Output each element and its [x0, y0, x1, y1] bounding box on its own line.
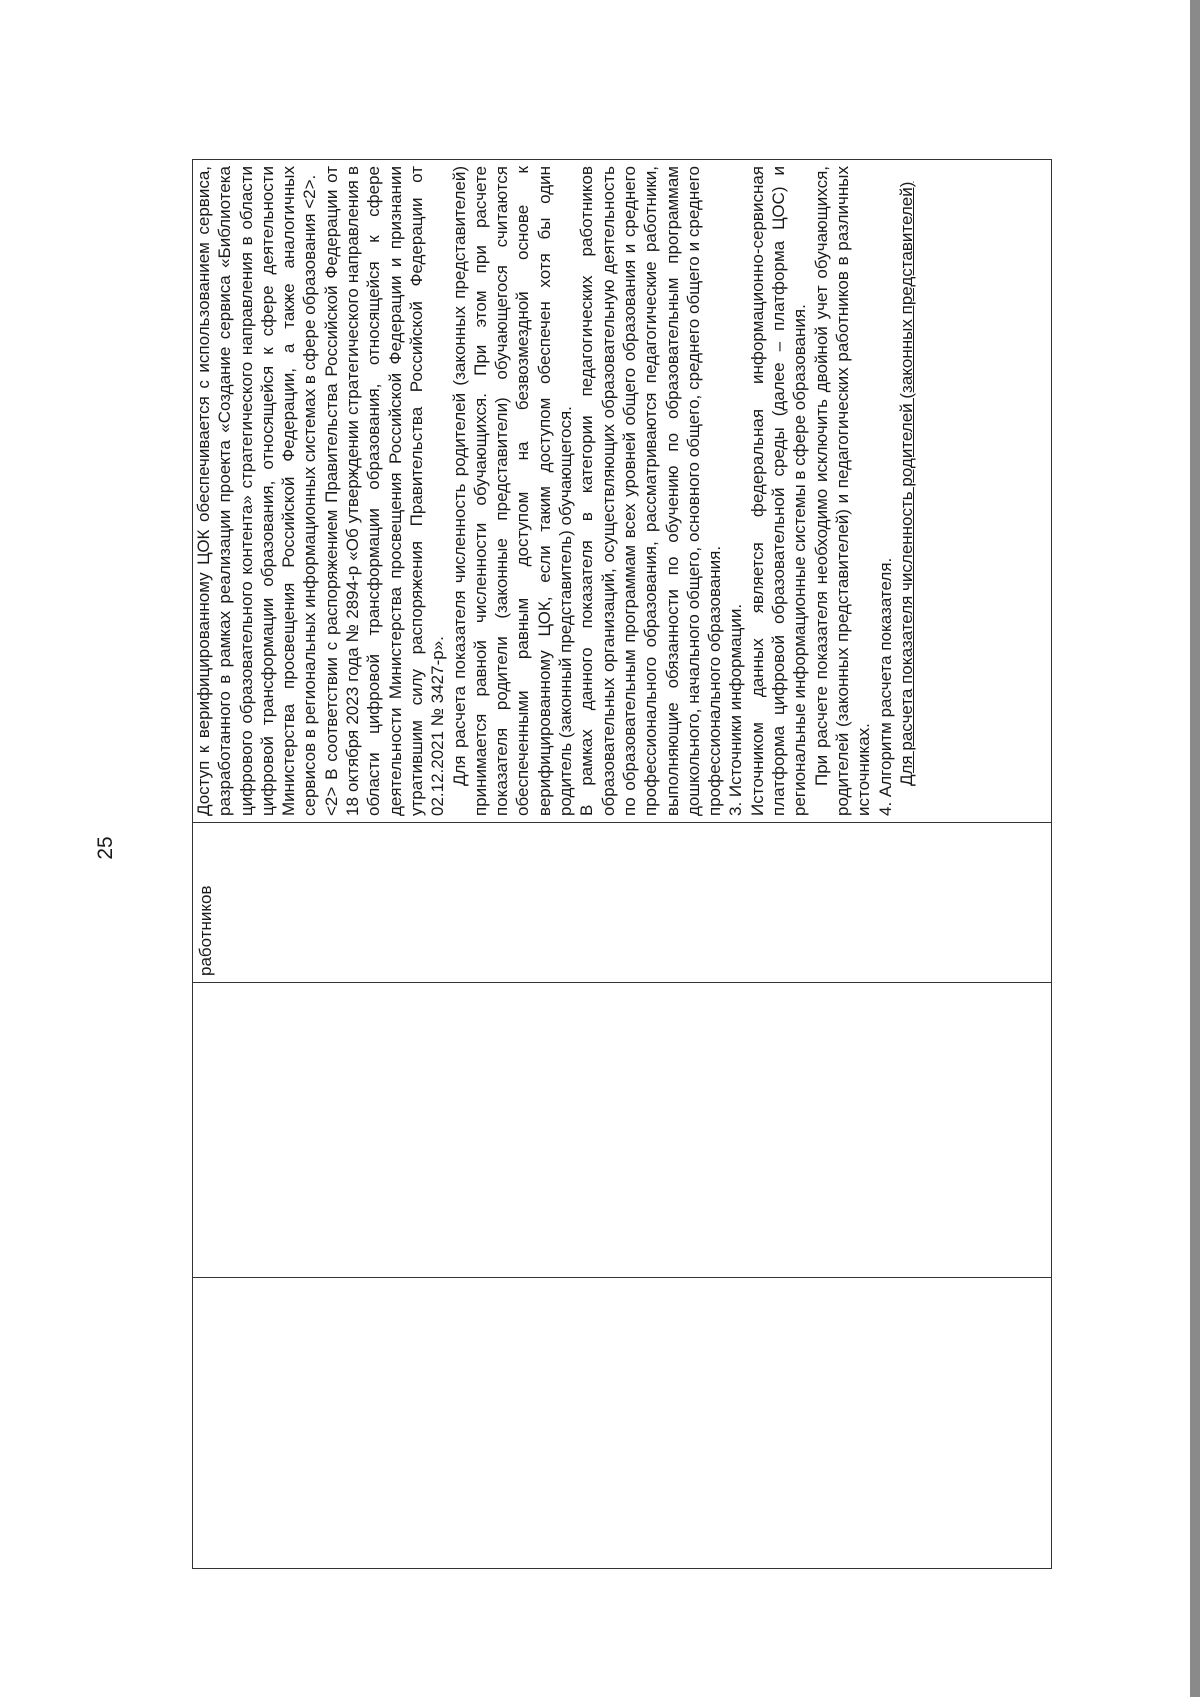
page-number: 25 — [94, 836, 117, 860]
paragraph-access: Доступ к верифицированному ЦОК обеспечивается с использованием сервиса, разработанного в рамках реализации проекта «Создание сервиса «Библиотека цифрового образовательного контента» стратегического направления в области цифровой трансформации образования, относящейся к сфере деятельности Министерства просвещения Российской Федерации, а также аналогичных сервисов в региональных информационных системах в сфере образования <2>. — [194, 166, 320, 816]
table-row — [193, 160, 1051, 1568]
table-cell-description — [193, 160, 1051, 823]
table-cell-empty-1 — [193, 1278, 1051, 1568]
category-text: работников — [196, 885, 215, 976]
paragraph-parents: Для расчета показателя численность родителей (законных представителей) принимается равной численности обучающихся. При этом при расчете показателя родители (законные представители) обучающегося считаются обеспеченными равным доступом на безвозмездной основе к верифицированному ЦОК, если таким доступом обеспечен хотя бы один родитель (законный представитель) обучающегося. — [449, 166, 576, 816]
paragraph-sources-heading: 3. Источники информации. — [726, 603, 746, 816]
paragraph-double-count: При расчете показателя необходимо исключить двойной учет обучающихся, родителей (законных представителей) и педагогических работников в различных источниках. — [811, 166, 874, 816]
indicator-table — [192, 159, 1052, 1569]
paragraph-algorithm-heading: 4. Алгоритм расчета показателя. — [875, 557, 895, 816]
paragraph-footnote: <2> В соответствии с распоряжением Правительства Российской Федерации от 18 октября 2023 года № 2894-р «Об утверждении стратегического направления в области цифровой трансформации образования, относящейся к сфере деятельности Министерства просвещения Российской Федерации и признании утратившим силу распоряжения Правительства Российской Федерации от 02.12.2021 № 3427-р». — [321, 166, 448, 816]
table-cell-empty-2 — [193, 983, 1051, 1278]
paragraph-sources: Источником данных является федеральная информационно-сервисная платформа цифровой образовательной среды (далее – платформа ЦОС) и региональные информационные системы в сфере образования. — [747, 166, 810, 816]
paragraph-teachers: В рамках данного показателя в категории педагогических работников образовательных организаций, осуществляющих образовательную деятельность по образовательным программам всех уровней общего образования и среднего профессионального образования, рассматриваются педагогические работники, выполняющие обязанности по обучению по образовательным программам дошкольного, начального общего, основного общего, среднего общего и среднего профессионального образования. — [577, 166, 725, 816]
table-cell-category — [193, 823, 1051, 983]
page-edge-shadow — [1190, 0, 1200, 1697]
paragraph-algorithm: Для расчета показателя численность родителей (законных представителей) — [896, 181, 916, 786]
